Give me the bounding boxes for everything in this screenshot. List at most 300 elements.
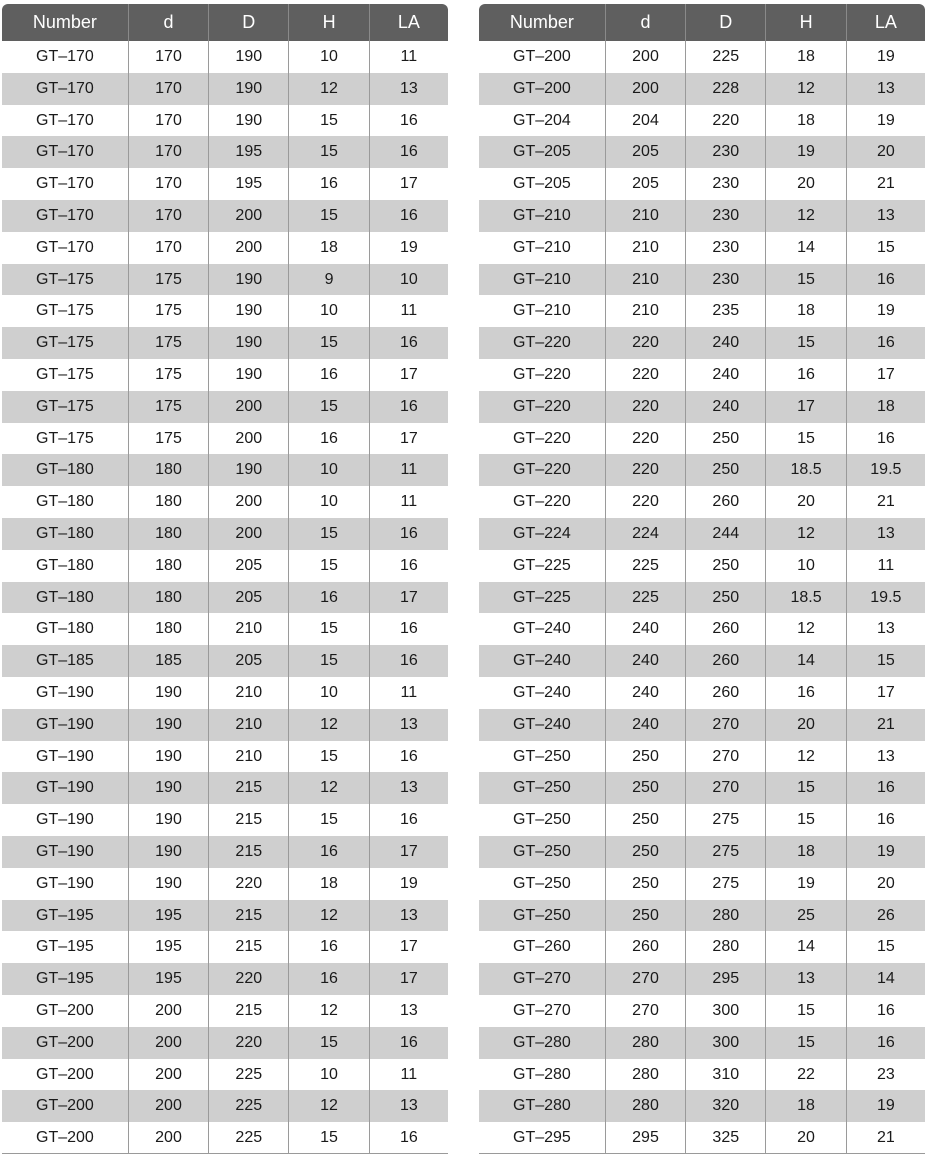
- cell-D: 215: [209, 900, 289, 932]
- cell-H: 20: [766, 486, 846, 518]
- cell-D: 295: [686, 963, 766, 995]
- cell-H: 25: [766, 900, 846, 932]
- cell-number: GT–170: [2, 105, 129, 137]
- cell-LA: 19.5: [870, 588, 902, 606]
- table-row: [2, 136, 448, 168]
- cell-number: GT–190: [2, 772, 129, 804]
- table-row: [479, 550, 925, 582]
- cell-H: 15: [289, 327, 369, 359]
- table-row: [2, 709, 448, 741]
- cell-LA: 17: [399, 365, 418, 383]
- cell-d: 250: [606, 868, 686, 900]
- cell-d: 180: [129, 518, 209, 550]
- cell-number: GT–220: [479, 327, 606, 359]
- cell-d: 180: [129, 550, 209, 582]
- table-row: [2, 264, 448, 296]
- table-row: [479, 168, 925, 200]
- cell-number: GT–250: [479, 868, 606, 900]
- cell-number: GT–175: [2, 423, 129, 455]
- cell-LA: 16: [876, 429, 895, 447]
- table-row: [2, 645, 448, 677]
- table-row: [479, 613, 925, 645]
- cell-d: 240: [606, 613, 686, 645]
- cell-D: 205: [209, 550, 289, 582]
- cell-H: 12: [766, 613, 846, 645]
- table-row: [2, 295, 448, 327]
- cell-d: 205: [606, 136, 686, 168]
- cell-d: 190: [129, 741, 209, 773]
- cell-D: 230: [686, 168, 766, 200]
- table-row: [479, 963, 925, 995]
- cell-H: 20: [766, 168, 846, 200]
- cell-LA: 17: [399, 588, 418, 606]
- cell-D: 215: [209, 772, 289, 804]
- cell-LA: 19: [876, 1097, 895, 1115]
- cell-d: 180: [129, 582, 209, 614]
- table-row: [2, 105, 448, 137]
- cell-D: 275: [686, 868, 766, 900]
- cell-D: 250: [686, 582, 766, 614]
- cell-H: 14: [766, 645, 846, 677]
- cell-LA: 16: [399, 143, 418, 161]
- cell-H: 15: [289, 804, 369, 836]
- cell-D: 190: [209, 327, 289, 359]
- cell-number: GT–250: [479, 772, 606, 804]
- cell-LA: 17: [876, 365, 895, 383]
- cell-H: 16: [289, 931, 369, 963]
- table-row: [2, 550, 448, 582]
- cell-LA: 13: [399, 79, 418, 97]
- cell-LA: 19: [876, 842, 895, 860]
- cell-D: 220: [209, 868, 289, 900]
- cell-number: GT–250: [479, 741, 606, 773]
- cell-H: 16: [766, 677, 846, 709]
- cell-number: GT–225: [479, 582, 606, 614]
- cell-H: 13: [766, 963, 846, 995]
- cell-H: 12: [289, 1090, 369, 1122]
- cell-d: 180: [129, 613, 209, 645]
- cell-d: 220: [606, 327, 686, 359]
- cell-LA: 16: [399, 1033, 418, 1051]
- cell-LA: 13: [876, 524, 895, 542]
- cell-d: 260: [606, 931, 686, 963]
- cell-number: GT–175: [2, 295, 129, 327]
- cell-number: GT–190: [2, 804, 129, 836]
- cell-H: 15: [766, 327, 846, 359]
- cell-number: GT–240: [479, 645, 606, 677]
- cell-d: 220: [606, 359, 686, 391]
- cell-LA: 13: [399, 779, 418, 797]
- table-row: [479, 677, 925, 709]
- cell-H: 16: [289, 963, 369, 995]
- table-row: [479, 645, 925, 677]
- cell-H: 15: [766, 772, 846, 804]
- cell-d: 200: [129, 995, 209, 1027]
- cell-number: GT–250: [479, 836, 606, 868]
- cell-H: 15: [289, 200, 369, 232]
- right-spec-table: [479, 4, 925, 1154]
- cell-D: 220: [209, 1027, 289, 1059]
- cell-D: 230: [686, 200, 766, 232]
- cell-H: 10: [766, 550, 846, 582]
- cell-LA: 13: [399, 1001, 418, 1019]
- cell-number: GT–210: [479, 200, 606, 232]
- cell-D: 240: [686, 359, 766, 391]
- table-row: [479, 391, 925, 423]
- cell-D: 230: [686, 232, 766, 264]
- cell-number: GT–200: [479, 73, 606, 105]
- cell-number: GT–180: [2, 454, 129, 486]
- cell-LA: 14: [876, 970, 895, 988]
- cell-number: GT–200: [2, 1027, 129, 1059]
- cell-H: 12: [289, 73, 369, 105]
- cell-LA: 10: [399, 270, 418, 288]
- table-row: [479, 582, 925, 614]
- cell-d: 220: [606, 391, 686, 423]
- cell-d: 210: [606, 200, 686, 232]
- cell-number: GT–205: [479, 168, 606, 200]
- header-LA: LA: [397, 12, 420, 32]
- table-row: [479, 518, 925, 550]
- cell-LA: 13: [399, 1097, 418, 1115]
- cell-LA: 16: [399, 747, 418, 765]
- cell-LA: 16: [876, 779, 895, 797]
- table-row: [2, 1059, 448, 1091]
- cell-LA: 16: [399, 111, 418, 129]
- cell-H: 16: [289, 423, 369, 455]
- cell-d: 280: [606, 1059, 686, 1091]
- cell-number: GT–224: [479, 518, 606, 550]
- cell-d: 190: [129, 677, 209, 709]
- cell-D: 270: [686, 741, 766, 773]
- cell-number: GT–280: [479, 1027, 606, 1059]
- cell-H: 16: [766, 359, 846, 391]
- table-row: [479, 931, 925, 963]
- cell-H: 19: [766, 868, 846, 900]
- table-header: [479, 4, 925, 41]
- table-body: [479, 41, 925, 1154]
- table-row: [479, 804, 925, 836]
- cell-D: 275: [686, 836, 766, 868]
- cell-d: 200: [129, 1027, 209, 1059]
- cell-number: GT–295: [479, 1122, 606, 1153]
- cell-number: GT–250: [479, 900, 606, 932]
- cell-H: 10: [289, 1059, 369, 1091]
- cell-H: 15: [289, 391, 369, 423]
- cell-d: 170: [129, 168, 209, 200]
- cell-D: 240: [686, 327, 766, 359]
- cell-LA: 19: [876, 48, 895, 65]
- cell-D: 215: [209, 931, 289, 963]
- cell-number: GT–195: [2, 900, 129, 932]
- cell-number: GT–225: [479, 550, 606, 582]
- cell-D: 270: [686, 709, 766, 741]
- cell-LA: 19: [399, 238, 418, 256]
- cell-LA: 23: [876, 1065, 895, 1083]
- cell-number: GT–170: [2, 168, 129, 200]
- cell-LA: 16: [876, 811, 895, 829]
- cell-H: 16: [289, 168, 369, 200]
- cell-D: 230: [686, 136, 766, 168]
- cell-number: GT–220: [479, 486, 606, 518]
- cell-D: 280: [686, 931, 766, 963]
- table-row: [2, 836, 448, 868]
- cell-number: GT–270: [479, 963, 606, 995]
- header-D: D: [686, 4, 766, 41]
- table-row: [479, 709, 925, 741]
- cell-D: 250: [686, 454, 766, 486]
- cell-d: 175: [129, 359, 209, 391]
- cell-number: GT–200: [479, 41, 606, 73]
- cell-LA: 20: [876, 874, 895, 892]
- table-row: [479, 836, 925, 868]
- cell-D: 220: [686, 105, 766, 137]
- table-row: [2, 1090, 448, 1122]
- cell-LA: 21: [876, 493, 895, 511]
- cell-LA: 17: [399, 970, 418, 988]
- header-d: d: [129, 4, 209, 41]
- cell-D: 225: [209, 1059, 289, 1091]
- cell-H: 12: [766, 741, 846, 773]
- cell-d: 175: [129, 295, 209, 327]
- cell-d: 170: [129, 136, 209, 168]
- cell-D: 310: [686, 1059, 766, 1091]
- cell-LA: 16: [399, 652, 418, 670]
- cell-d: 280: [606, 1090, 686, 1122]
- cell-number: GT–280: [479, 1059, 606, 1091]
- cell-number: GT–180: [2, 550, 129, 582]
- table-row: [479, 232, 925, 264]
- cell-d: 250: [606, 836, 686, 868]
- cell-H: 15: [289, 645, 369, 677]
- cell-LA: 11: [877, 556, 895, 574]
- cell-LA: 13: [876, 79, 895, 97]
- cell-number: GT–170: [2, 200, 129, 232]
- cell-LA: 16: [876, 1033, 895, 1051]
- table-row: [479, 200, 925, 232]
- cell-D: 215: [209, 995, 289, 1027]
- table-row: [2, 454, 448, 486]
- cell-H: 15: [766, 264, 846, 296]
- cell-LA: 19: [876, 302, 895, 320]
- cell-D: 275: [686, 804, 766, 836]
- table-row: [2, 677, 448, 709]
- cell-d: 210: [606, 295, 686, 327]
- table-row: [2, 868, 448, 900]
- cell-LA: 17: [399, 842, 418, 860]
- cell-number: GT–175: [2, 359, 129, 391]
- cell-H: 16: [289, 582, 369, 614]
- cell-d: 250: [606, 900, 686, 932]
- cell-H: 19: [766, 136, 846, 168]
- cell-d: 170: [129, 41, 209, 73]
- cell-H: 15: [289, 550, 369, 582]
- cell-H: 15: [289, 1027, 369, 1059]
- cell-H: 15: [766, 804, 846, 836]
- table-row: [2, 168, 448, 200]
- cell-D: 260: [686, 677, 766, 709]
- table-row: [2, 613, 448, 645]
- cell-d: 180: [129, 486, 209, 518]
- cell-number: GT–204: [479, 105, 606, 137]
- cell-d: 250: [606, 772, 686, 804]
- table-row: [479, 73, 925, 105]
- cell-d: 195: [129, 900, 209, 932]
- cell-H: 9: [289, 264, 369, 296]
- table-row: [2, 931, 448, 963]
- cell-D: 250: [686, 423, 766, 455]
- cell-H: 15: [766, 995, 846, 1027]
- cell-D: 230: [686, 264, 766, 296]
- cell-d: 210: [606, 264, 686, 296]
- table-row: [2, 41, 448, 73]
- cell-H: 20: [766, 1122, 846, 1153]
- cell-LA: 13: [876, 747, 895, 765]
- cell-D: 225: [209, 1122, 289, 1153]
- cell-LA: 16: [399, 811, 418, 829]
- cell-LA: 17: [399, 429, 418, 447]
- cell-D: 205: [209, 645, 289, 677]
- cell-D: 190: [209, 359, 289, 391]
- cell-LA: 11: [400, 48, 418, 65]
- cell-D: 210: [209, 613, 289, 645]
- table-row: [479, 900, 925, 932]
- cell-H: 12: [289, 900, 369, 932]
- cell-H: 18: [289, 232, 369, 264]
- cell-D: 190: [209, 105, 289, 137]
- table-row: [2, 391, 448, 423]
- cell-d: 195: [129, 931, 209, 963]
- table-row: [2, 200, 448, 232]
- cell-number: GT–170: [2, 73, 129, 105]
- table-row: [2, 232, 448, 264]
- cell-H: 22: [766, 1059, 846, 1091]
- cell-number: GT–210: [479, 264, 606, 296]
- cell-d: 205: [606, 168, 686, 200]
- table-row: [479, 423, 925, 455]
- cell-LA: 13: [876, 206, 895, 224]
- cell-LA: 13: [399, 715, 418, 733]
- cell-d: 200: [606, 41, 686, 73]
- cell-LA: 17: [399, 938, 418, 956]
- cell-LA: 15: [876, 238, 895, 256]
- cell-LA: 19.5: [870, 461, 902, 479]
- cell-number: GT–170: [2, 136, 129, 168]
- cell-d: 185: [129, 645, 209, 677]
- cell-D: 210: [209, 677, 289, 709]
- cell-d: 175: [129, 327, 209, 359]
- cell-H: 15: [766, 423, 846, 455]
- table-body: [2, 41, 448, 1154]
- cell-number: GT–220: [479, 359, 606, 391]
- cell-d: 250: [606, 804, 686, 836]
- cell-LA: 16: [399, 397, 418, 415]
- cell-LA: 21: [876, 715, 895, 733]
- cell-H: 12: [289, 709, 369, 741]
- table-row: [479, 868, 925, 900]
- cell-D: 190: [209, 264, 289, 296]
- cell-H: 18.5: [766, 582, 846, 614]
- cell-d: 270: [606, 995, 686, 1027]
- table-row: [2, 741, 448, 773]
- cell-H: 12: [766, 73, 846, 105]
- table-header: [2, 4, 448, 41]
- cell-d: 190: [129, 836, 209, 868]
- cell-H: 15: [766, 1027, 846, 1059]
- table-row: [479, 1122, 925, 1154]
- cell-D: 195: [209, 168, 289, 200]
- cell-H: 17: [766, 391, 846, 423]
- left-spec-table: [2, 4, 448, 1154]
- table-row: [479, 1059, 925, 1091]
- cell-number: GT–280: [479, 1090, 606, 1122]
- cell-D: 200: [209, 423, 289, 455]
- cell-number: GT–170: [2, 41, 129, 73]
- cell-D: 190: [209, 295, 289, 327]
- header-d: d: [606, 4, 686, 41]
- cell-number: GT–180: [2, 486, 129, 518]
- cell-H: 12: [766, 518, 846, 550]
- cell-d: 280: [606, 1027, 686, 1059]
- cell-H: 18: [289, 868, 369, 900]
- cell-d: 200: [129, 1090, 209, 1122]
- cell-d: 220: [606, 423, 686, 455]
- cell-D: 190: [209, 73, 289, 105]
- cell-number: GT–210: [479, 232, 606, 264]
- header-number: Number: [2, 4, 129, 41]
- table-row: [479, 772, 925, 804]
- cell-number: GT–190: [2, 677, 129, 709]
- cell-D: 228: [686, 73, 766, 105]
- table-row: [2, 423, 448, 455]
- cell-number: GT–260: [479, 931, 606, 963]
- cell-d: 190: [129, 772, 209, 804]
- cell-d: 224: [606, 518, 686, 550]
- cell-number: GT–180: [2, 613, 129, 645]
- cell-LA: 11: [400, 302, 418, 320]
- cell-number: GT–190: [2, 709, 129, 741]
- table-row: [479, 41, 925, 73]
- cell-LA: 16: [876, 334, 895, 352]
- cell-LA: 16: [399, 206, 418, 224]
- cell-D: 250: [686, 550, 766, 582]
- cell-d: 190: [129, 709, 209, 741]
- cell-D: 200: [209, 200, 289, 232]
- cell-LA: 11: [400, 493, 418, 511]
- table-row: [2, 359, 448, 391]
- table-row: [2, 73, 448, 105]
- cell-LA: 16: [876, 1001, 895, 1019]
- cell-D: 210: [209, 709, 289, 741]
- cell-number: GT–240: [479, 613, 606, 645]
- cell-number: GT–250: [479, 804, 606, 836]
- cell-D: 200: [209, 391, 289, 423]
- cell-d: 170: [129, 232, 209, 264]
- table-row: [2, 900, 448, 932]
- cell-D: 325: [686, 1122, 766, 1153]
- table-row: [2, 582, 448, 614]
- table-row: [479, 486, 925, 518]
- cell-LA: 18: [876, 397, 895, 415]
- header-number: Number: [479, 4, 606, 41]
- cell-d: 200: [606, 73, 686, 105]
- cell-d: 225: [606, 582, 686, 614]
- cell-d: 170: [129, 105, 209, 137]
- cell-D: 240: [686, 391, 766, 423]
- table-row: [479, 264, 925, 296]
- cell-H: 12: [766, 200, 846, 232]
- header-H: H: [766, 4, 846, 41]
